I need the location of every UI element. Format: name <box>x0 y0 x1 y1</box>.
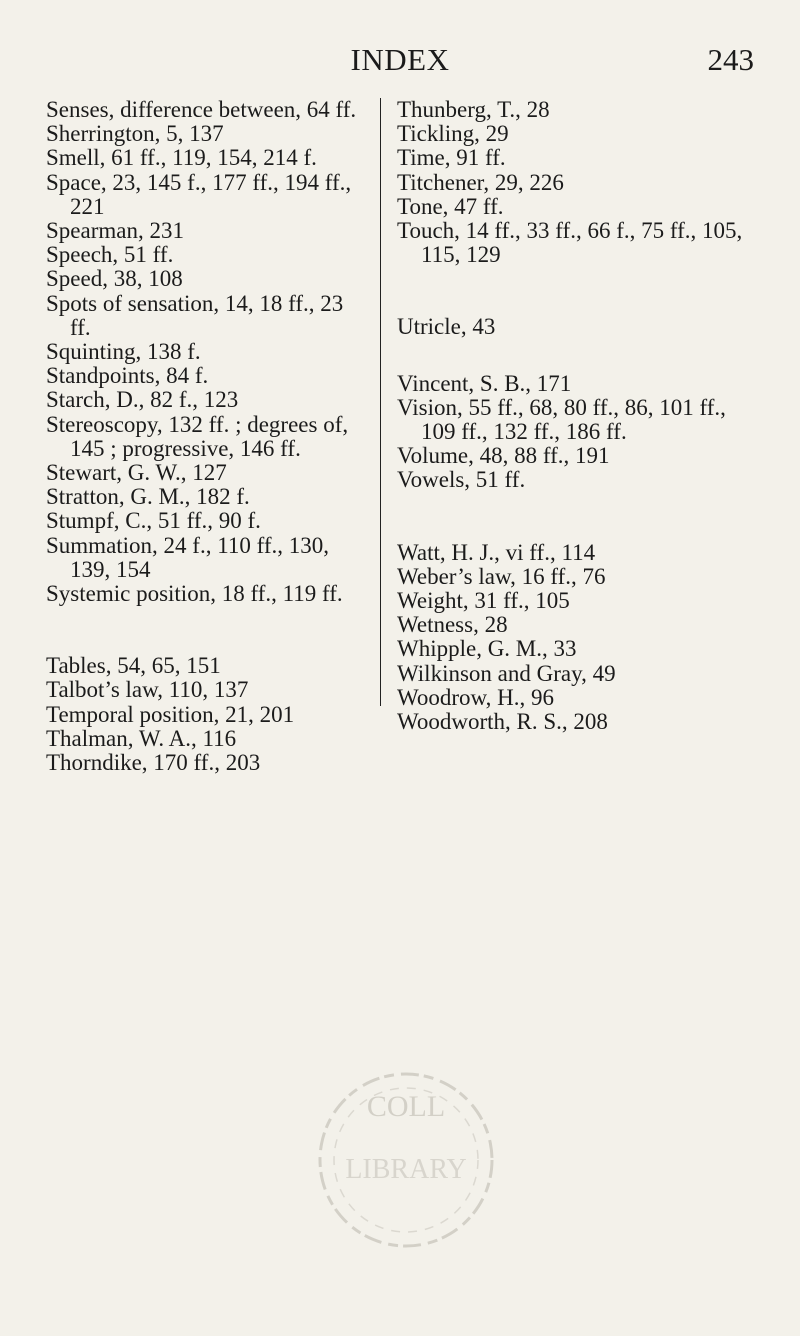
index-entry: Thorndike, 170 ff., 203 <box>46 750 261 776</box>
index-column-right <box>397 98 757 734</box>
index-entry: Thunberg, T., 28 <box>397 97 550 122</box>
column-divider <box>380 98 381 706</box>
index-entry: Stereoscopy, 132 ff. ; degrees of, 145 ; progressive, 146 ff. <box>46 411 349 461</box>
index-entry: Standpoints, 84 f. <box>46 363 209 389</box>
index-entry: Vision, 55 ff., 68, 80 ff., 86, 101 ff., 109 ff., 132 ff., 186 ff. <box>397 394 726 445</box>
index-entry: Speed, 38, 108 <box>46 266 183 292</box>
stamp-text-top: COLL <box>366 1090 446 1123</box>
library-stamp <box>306 1060 506 1260</box>
index-entry: Watt, H. J., vi ff., 114 <box>397 539 596 565</box>
index-entry: Weber’s law, 16 ff., 76 <box>397 563 606 589</box>
index-entry: Titchener, 29, 226 <box>397 169 564 195</box>
index-entry: Tickling, 29 <box>397 121 509 147</box>
index-entry: Volume, 48, 88 ff., 191 <box>397 443 610 469</box>
index-column-left <box>46 98 366 775</box>
index-entry: Tone, 47 ff. <box>397 193 504 219</box>
index-entry: Wetness, 28 <box>397 612 508 638</box>
index-entry: Stratton, G. M., 182 f. <box>46 484 250 510</box>
index-entry: Tables, 54, 65, 151 <box>46 653 221 679</box>
index-entry: Woodrow, H., 96 <box>397 684 555 710</box>
index-entry: Smell, 61 ff., 119, 154, 214 f. <box>46 145 317 171</box>
index-entry: Space, 23, 145 f., 177 ff., 194 ff., 221 <box>46 169 352 219</box>
index-entry: Wilkinson and Gray, 49 <box>397 660 616 686</box>
index-entry: Vincent, S. B., 171 <box>397 370 572 396</box>
index-entry: Senses, difference between, 64 ff. <box>46 97 357 122</box>
index-entry: Starch, D., 82 f., 123 <box>46 387 239 413</box>
index-entry: Stumpf, C., 51 ff., 90 f. <box>46 508 261 534</box>
index-entry: Vowels, 51 ff. <box>397 467 526 493</box>
index-entry: Thalman, W. A., 116 <box>46 725 237 751</box>
index-entry: Spearman, 231 <box>46 218 184 244</box>
index-entry: Squinting, 138 f. <box>46 339 201 365</box>
index-entry: Weight, 31 ff., 105 <box>397 588 570 614</box>
stamp-text-middle: LIBRARY <box>345 1154 467 1185</box>
page-number: 243 <box>707 42 754 77</box>
index-entry: Summation, 24 f., 110 ff., 130, 139, 154 <box>46 532 330 582</box>
index-entry: Speech, 51 ff. <box>46 242 174 268</box>
index-entry: Systemic position, 18 ff., 119 ff. <box>46 581 343 607</box>
index-entry: Talbot’s law, 110, 137 <box>46 677 249 703</box>
index-entry: Time, 91 ff. <box>397 145 506 171</box>
index-entry: Touch, 14 ff., 33 ff., 66 f., 75 ff., 105, 115, 129 <box>397 218 743 268</box>
index-entry: Sherrington, 5, 137 <box>46 121 224 147</box>
index-entry: Stewart, G. W., 127 <box>46 460 227 486</box>
index-entry: Whipple, G. M., 33 <box>397 636 577 662</box>
page-header <box>0 42 800 82</box>
index-entry: Spots of sensation, 14, 18 ff., 23 ff. <box>46 290 344 340</box>
page-title: INDEX <box>350 42 450 77</box>
index-entry: Temporal position, 21, 201 <box>46 701 295 727</box>
index-entry: Woodworth, R. S., 208 <box>397 709 608 735</box>
index-entry: Utricle, 43 <box>397 314 496 340</box>
